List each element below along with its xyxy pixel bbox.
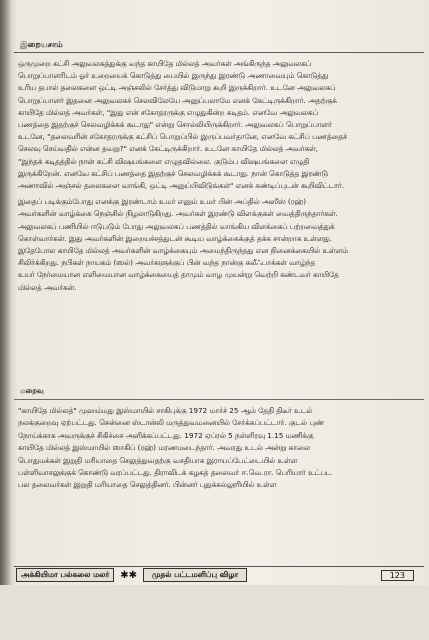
- page-bottom-margin: [0, 585, 429, 640]
- page-number: 123: [381, 570, 414, 581]
- text-line: செலவு செய்வதில் என்ன தவறு?" எனக் கேட்டிருக்கிறார். உடனே காயிதே மில்லத் அவர்கள்,: [18, 144, 318, 154]
- text-line: "இந்தக் கடிதத்தில் நான் கட்சி விஷயங்களை எழுதவில்லை. குடும்ப விஷயங்களை எழுதி: [18, 156, 310, 166]
- text-line: பள்ளிவாசலுக்குக் கொண்டு வரப்பட்டது. திராவிடக் கழகத் தலைவர் ஈ.வெ.ரா. பெரியார் உட்பட: [18, 468, 332, 478]
- text-line: நோய்க்காக அவருக்குச் சிகிச்சை அளிக்கப்பட்டது. 1972 ஏப்ரல் 5 நள்ளிரவு 1.15 மணிக்கு: [18, 430, 314, 440]
- text-line: நலக்குறைவு ஏற்பட்டது. சென்னை ஸ்டான்லி மருத்துவமனையில் சேர்க்கப்பட்டார். குடல் புண்: [18, 418, 324, 428]
- footer-star-ornament: ✱✱: [120, 569, 138, 581]
- text-line: பொதுமக்கள் இறுதி மரியாதை செலுத்துவதற்கு வசதியாக இராயப்பேட்டையில் உள்ள: [18, 455, 298, 465]
- text-line: காயிதே மில்லத் இஸ்மாயில் ஸாகிப் (ரஹ்) மரணமடைந்தார். அவரது உடல் அன்று காலை: [18, 443, 310, 453]
- section-body-text: [18, 405, 422, 492]
- text-line: ஒருமுறை கட்சி அலுவலகத்துக்கு வந்த காயிதே மில்லத் அவர்கள் அங்கிருந்த அலுவலகப்: [18, 59, 312, 68]
- text-line: அணாவில் அஞ்சல் தலைகளை வாங்கி, ஒட்டி அனுப்பிவிடுங்கள்" எனக் கண்டிப்புடன் கூறிவிட்டார்.: [18, 181, 345, 191]
- footer-event-label: முதல் பட்டமளிப்பு விழா: [143, 568, 247, 582]
- text-line: உரிய தபால் தலைகளை ஒட்டி அஞ்சலில் சேர்த்து விடுமாறு கூறி இருக்கிறார். உடனே அலுவலகப்: [18, 83, 336, 93]
- text-line: கொள்வார்கள். இது அவர்களின் இறையச்சத்துடன் கூடிய வாழ்க்கைக்குத் தக்க சான்றாக உள்ளது.: [18, 233, 332, 243]
- text-line: காயிதே மில்லத் அவர்கள், "இது என் சகோதரருக்கு எழுதுகின்ற கடிதம். எனவே அலுவலகப்: [18, 107, 318, 117]
- section-heading: மறைவு: [20, 387, 44, 395]
- text-line: "காயிதே மில்லத்" முஹம்மது இஸ்மாயில் சாகிபுக்கு 1972 மார்ச் 25 ஆம் தேதி திடீர் உடல்: [18, 406, 313, 415]
- text-line: அலுவலகப் பணியில் ஈடுபடும் போது அலுவலகப் பணத்தில் வாங்கிய விளக்கைப் பற்றவைத்துக்: [18, 221, 335, 231]
- text-line: அவர்களின் வாழ்க்கை நெஞ்சில் நிழலாடுகிறது. அவர்கள் இரண்டு விளக்குகள் வைத்திருந்தார்கள்.: [18, 209, 338, 219]
- text-line: பணத்தை இதற்குச் செலவழிக்கக் கூடாது" என்று சொல்லியிருக்கிறார். அலுவலகப் பொறுப்பாளர்: [18, 120, 332, 130]
- text-line: மில்லத் அவர்கள்.: [18, 282, 77, 292]
- section-rule: [14, 399, 424, 400]
- text-line: பொறுப்பாளர் இதனை அலுவலகச் செலவிலேயே அனுப்பலாமே எனக் கேட்டிருக்கிறார். அதற்குக்: [18, 95, 337, 105]
- header-rule: [14, 52, 424, 53]
- running-header: இறையசாம்: [20, 40, 63, 49]
- text-line: உயர் நேர்மையான எளிமையான வாழ்க்கையைத் தாமும் வாழ முயன்று வெற்றி கண்டவர் காயிதே: [18, 270, 339, 280]
- text-line: உடனே, "தலைவரின் சகோதரருக்கு கட்சிப் பொறுப்பில் இருப்பவர்தானே, எனவே கட்சிப் பணத்தைச்: [18, 132, 348, 142]
- text-line: இருக்கிறேன். எனவே கட்சிப் பணத்தை இதற்குச் செலவழிக்கக் கூடாது. நான் கொடுத்த இரண்டு: [18, 168, 328, 178]
- text-line: பல தலைவர்கள் இறுதி மரியாதை செலுத்தினர். பின்னர் புதுக்கல்லூரியில் உள்ள: [18, 480, 277, 490]
- text-line: சிலிர்க்கிறது. நபிகள் நாயகம் (ஸல்) அவர்களுக்குப் பின் வந்த நான்கு கலீஃபாக்கள் வாழ்ந்த: [18, 258, 316, 268]
- body-text: [18, 58, 422, 294]
- page-footer: [14, 566, 424, 583]
- footer-publication-label: அக்கியிமா பல்கலை மலர்: [16, 568, 114, 582]
- text-line: இதைப் படிக்கும்போது எனக்கு இரண்டாம் உமர் எனும் உமர் பின் அப்தில் அஸீஸ் (ரஹ்): [18, 197, 307, 207]
- page-binding-shadow: [0, 0, 12, 640]
- text-line: இதேபோல காயிதே மில்லத் அவர்களின் வாழ்க்கையும் அமைந்திருந்தது என நினைக்கையில் உள்ளம்: [18, 246, 348, 256]
- text-line: பொறுப்பாளரிடம் ஓர் உறையைக் கொடுத்து பையில் இருந்து இரண்டு அணாவையும் கொடுத்து: [18, 71, 329, 81]
